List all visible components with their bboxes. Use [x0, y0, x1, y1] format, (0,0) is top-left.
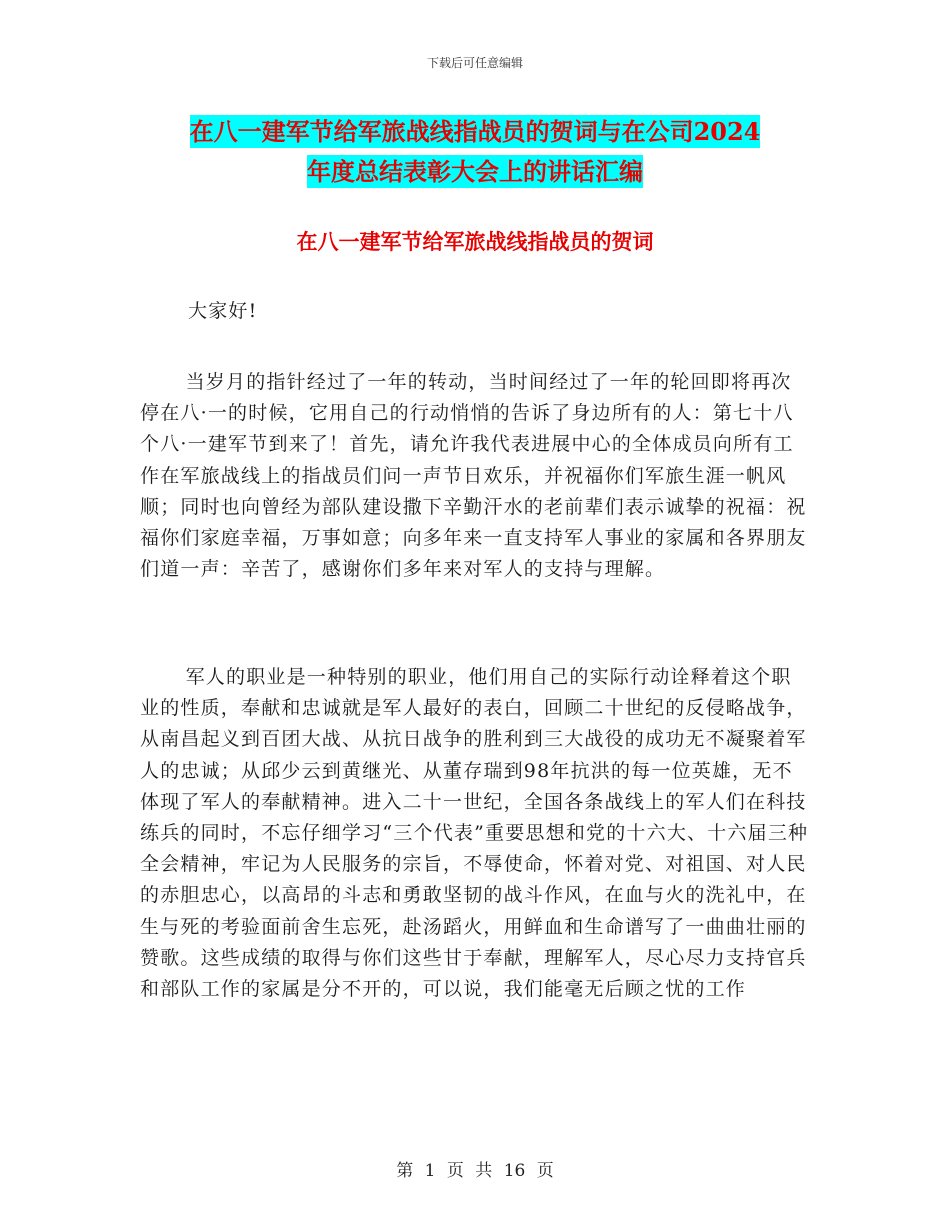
header-note: 下载后可任意编辑 — [426, 56, 523, 70]
paragraph-2 — [140, 662, 810, 1005]
page-footer — [0, 1156, 950, 1181]
title-line-2: 年度总结表彰大会上的讲话汇编 — [307, 157, 643, 186]
title-line-1: 在八一建军节给军旅战线指战员的贺词与在公司2024 — [189, 117, 761, 146]
section-title: 在八一建军节给军旅战线指战员的贺词 — [296, 229, 654, 254]
page-number: 1 — [424, 1161, 436, 1181]
paragraph-1 — [140, 367, 810, 585]
page-label-suffix: 页 — [536, 1161, 554, 1181]
page-label-mid: 页 共 — [446, 1161, 493, 1181]
paragraph-2-text: 军人的职业是一种特别的职业，他们用自己的实际行动诠释着这个职业的性质，奉献和忠诚就是军人最好的表白，回顾二十世纪的反侵略战争，从南昌起义到百团大战、从抗日战争的胜利到三大战役的成功无不凝聚着军人的忠诚；从邱少云到黄继光、从董存瑞到98年抗洪的每一位英雄，无不体现了军人的奉献精神。进入二十一世纪，全国各条战线上的军人们在科技练兵的同时，不忘仔细学习“三个代表”重要思想和党的十六大、十六届三种全会精神，牢记为人民服务的宗旨，不辱使命，怀着对党、对祖国、对人民的赤胆忠心，以高昂的斗志和勇敢坚韧的战斗作风，在血与火的洗礼中，在生与死的考验面前舍生忘死，赴汤蹈火，用鲜血和生命谱写了一曲曲壮丽的赞歌。这些成绩的取得与你们这些甘于奉献，理解军人，尽心尽力支持官兵和部队工作的家属是分不开的，可以说，我们能毫无后顾之忧的工作 — [140, 666, 809, 1001]
greeting: 大家好! — [188, 300, 258, 322]
paragraph-1-text: 当岁月的指针经过了一年的转动，当时间经过了一年的轮回即将再次停在八·一的时候，它用自己的行动悄悄的告诉了身边所有的人：第七十八个八·一建军节到来了！首先，请允许我代表进展中心的全体成员向所有工作在军旅战线上的指战员们问一声节日欢乐，并祝福你们军旅生涯一帆风顺；同时也向曾经为部队建设撒下辛勤汗水的老前辈们表示诚挚的祝福：祝福你们家庭幸福，万事如意；向多年来一直支持军人事业的家属和各界朋友们道一声：辛苦了，感谢你们多年来对军人的支持与理解。 — [140, 371, 807, 581]
document-title — [0, 112, 950, 192]
total-pages: 16 — [503, 1161, 526, 1181]
page-label-prefix: 第 — [396, 1161, 414, 1181]
